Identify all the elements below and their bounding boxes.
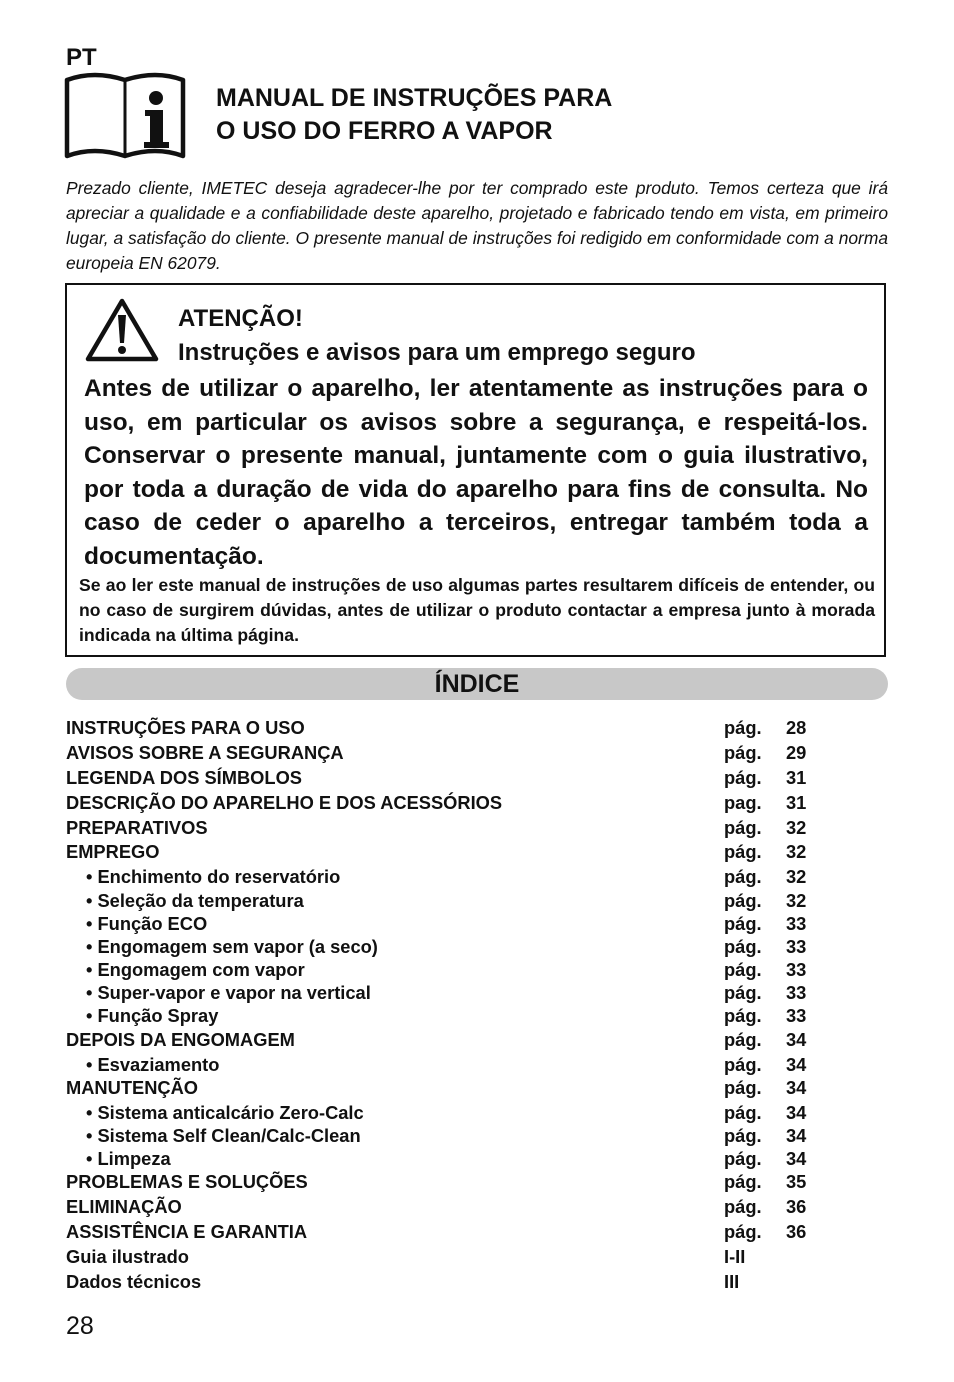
toc-entry[interactable] [66,1270,826,1295]
toc-page-number: 32 [786,816,807,838]
toc-entry[interactable] [66,840,826,865]
toc-page-number: 32 [786,866,807,888]
toc-page-prefix: pág. [724,889,762,911]
toc-entry-label: • Esvaziamento [86,1053,220,1075]
toc-page-prefix: pág. [724,816,762,838]
toc-page-prefix: pág. [724,1124,762,1146]
toc-page-prefix: III [724,1270,740,1292]
page-number: 28 [66,1312,94,1340]
toc-page-number: 34 [786,1028,807,1050]
toc-entry[interactable] [66,716,826,741]
toc-entry-label: • Enchimento do reservatório [86,866,341,888]
toc-page-number: 33 [786,935,807,957]
toc-entry[interactable] [66,865,826,888]
toc-entry-label: • Sistema anticalcário Zero-Calc [86,1101,364,1123]
warning-subheading: Instruções e avisos para um emprego seguro [178,339,696,366]
toc-entry-label: DEPOIS DA ENGOMAGEM [66,1028,295,1050]
toc-entry[interactable] [66,889,826,912]
toc-entry-label: • Função Spray [86,1005,219,1027]
toc-entry[interactable] [66,912,826,935]
toc-entry[interactable] [66,958,826,981]
toc-page-prefix: pág. [724,1171,762,1193]
toc-page-prefix: pág. [724,1196,762,1218]
index-title: ÍNDICE [434,670,520,698]
toc-page-prefix: pág. [724,935,762,957]
toc-page-prefix: pág. [724,841,762,863]
warning-main-text: Antes de utilizar o aparelho, ler atentamente as instruções para o uso, em particular os avisos sobre a segurança, e respeitá-los. Conservar o presente manual, juntamente com o guia ilustrativo, por toda a duração de vida do aparelho para fins de consulta. No caso de ceder o aparelho a terceiros, entregar também toda a documentação. [84,375,868,570]
toc-entry[interactable] [66,1170,826,1195]
toc-entry-label: • Função ECO [86,912,208,934]
toc-entry[interactable] [66,1124,826,1147]
toc-page-prefix: pág. [724,717,762,738]
toc-page-number: 36 [786,1196,807,1218]
toc-entry-label: EMPREGO [66,841,160,863]
toc-page-number: 31 [786,766,807,788]
intro-paragraph: Prezado cliente, IMETEC deseja agradecer-lhe por ter comprado este produto. Temos certeza que irá apreciar a qualidade e a confiabilidade deste aparelho, projetado e fabricado tendo em vista, em primeiro lugar, a satisfação do cliente. O presente manual de instruções foi redigido em conformidade com a norma europeia EN 62079. [66,178,888,273]
toc-page-number: 36 [786,1220,807,1242]
toc-entry-label: • Engomagem com vapor [86,959,305,981]
toc-entry-label: Guia ilustrado [66,1245,189,1267]
toc-page-prefix: pág. [724,982,762,1004]
warning-small-text: Se ao ler este manual de instruções de uso algumas partes resultarem difíceis de entender, ou no caso de surgirem dúvidas, antes de utilizar o produto contactar a empresa junto à morada indicada na última página. [79,575,875,645]
toc-page-prefix: pág. [724,959,762,981]
toc-entry-label: • Engomagem sem vapor (a seco) [86,935,378,957]
toc-entry[interactable] [66,816,826,841]
toc-entry-label: • Super-vapor e vapor na vertical [86,982,371,1004]
table-of-contents [66,716,826,1295]
warning-title [178,302,696,370]
warning-heading: ATENÇÃO! [178,305,303,332]
toc-entry[interactable] [66,1028,826,1053]
toc-page-number: 32 [786,841,807,863]
title-line-1: MANUAL DE INSTRUÇÕES PARA [216,84,613,112]
toc-entry-label: LEGENDA DOS SÍMBOLOS [66,766,302,788]
toc-entry-label: • Sistema Self Clean/Calc-Clean [86,1124,361,1146]
toc-page-number: 28 [786,717,807,738]
toc-entry[interactable] [66,981,826,1004]
toc-page-prefix: pág. [724,912,762,934]
toc-entry-label: • Seleção da temperatura [86,889,304,911]
warning-triangle-icon [84,297,160,363]
toc-entry[interactable] [66,1220,826,1245]
toc-entry[interactable] [66,1195,826,1220]
toc-page-number: 32 [786,889,807,911]
language-code: PT [66,44,97,71]
toc-entry-label: PREPARATIVOS [66,816,208,838]
toc-entry[interactable] [66,1076,826,1101]
toc-entry[interactable] [66,766,826,791]
toc-page-prefix: I-II [724,1245,746,1267]
toc-entry-label: DESCRIÇÃO DO APARELHO E DOS ACESSÓRIOS [66,791,503,813]
toc-entry-label: Dados técnicos [66,1270,202,1292]
toc-page-number: 33 [786,982,807,1004]
toc-page-number: 34 [786,1148,807,1169]
toc-page-prefix: pág. [724,1101,762,1123]
toc-entry-label: MANUTENÇÃO [66,1076,199,1098]
toc-page-number: 35 [786,1171,807,1193]
toc-page-prefix: pág. [724,1053,762,1075]
toc-entry-label: • Limpeza [86,1148,171,1169]
toc-entry-label: INSTRUÇÕES PARA O USO [66,717,305,738]
toc-entry[interactable] [66,741,826,766]
toc-page-prefix: pág. [724,1005,762,1027]
toc-entry[interactable] [66,935,826,958]
manual-title [216,82,612,148]
toc-page-number: 33 [786,959,807,981]
title-line-2: O USO DO FERRO A VAPOR [216,117,553,145]
toc-entry-label: AVISOS SOBRE A SEGURANÇA [66,741,344,763]
toc-entry[interactable] [66,1147,826,1170]
toc-page-number: 29 [786,741,807,763]
toc-page-number: 34 [786,1076,807,1098]
toc-page-number: 34 [786,1053,807,1075]
toc-page-number: 33 [786,912,807,934]
toc-entry[interactable] [66,1101,826,1124]
toc-page-prefix: pág. [724,741,762,763]
toc-entry-label: ELIMINAÇÃO [66,1196,182,1218]
toc-entry[interactable] [66,1053,826,1076]
toc-page-number: 34 [786,1124,807,1146]
toc-page-number: 34 [786,1101,807,1123]
toc-entry-label: ASSISTÊNCIA E GARANTIA [66,1220,308,1242]
toc-entry[interactable] [66,1245,826,1270]
toc-page-prefix: pág. [724,866,762,888]
toc-page-prefix: pág. [724,1028,762,1050]
toc-page-number: 31 [786,791,807,813]
toc-entry-label: PROBLEMAS E SOLUÇÕES [66,1171,308,1193]
toc-entry[interactable] [66,1004,826,1027]
toc-entry[interactable] [66,791,826,816]
toc-page-prefix: pág. [724,1148,762,1169]
toc-page-prefix: pag. [724,791,762,813]
toc-page-prefix: pág. [724,766,762,788]
toc-page-prefix: pág. [724,1220,762,1242]
toc-page-prefix: pág. [724,1076,762,1098]
info-book-icon [64,70,186,160]
toc-page-number: 33 [786,1005,807,1027]
